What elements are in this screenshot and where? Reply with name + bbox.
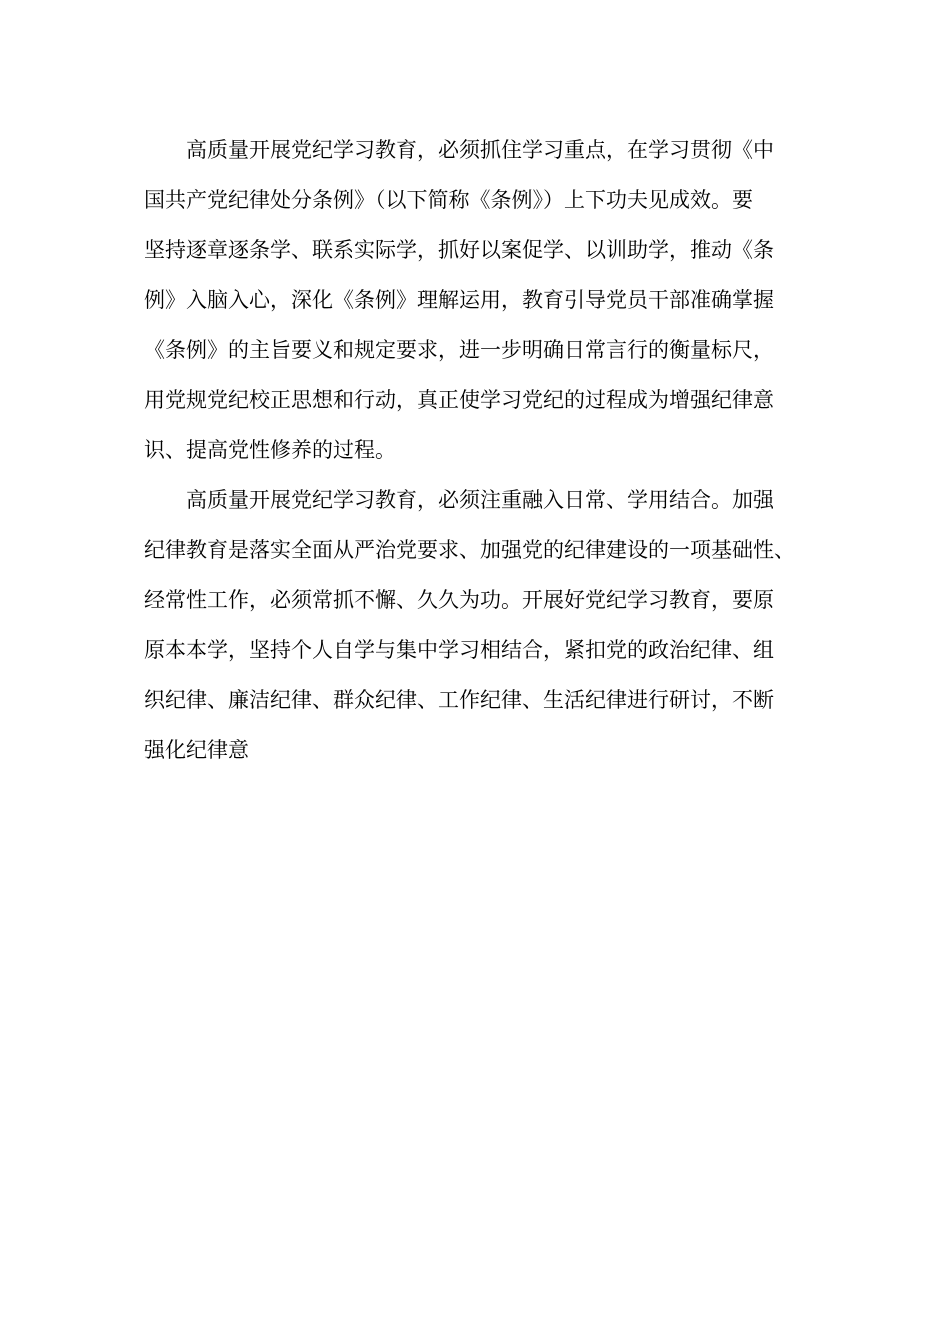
paragraph-line: 高质量开展党纪学习教育，必须注重融入日常、学用结合。加强	[186, 488, 774, 512]
paragraph-line: 织纪律、廉洁纪律、群众纪律、工作纪律、生活纪律进行研讨，不断	[144, 688, 774, 712]
paragraph-line: 例》入脑入心，深化《条例》理解运用，教育引导党员干部准确掌握	[144, 288, 774, 312]
paragraph-line: 坚持逐章逐条学、联系实际学，抓好以案促学、以训助学，推动《条	[144, 238, 774, 262]
paragraph-line: 高质量开展党纪学习教育，必须抓住学习重点，在学习贯彻《中	[186, 138, 774, 162]
paragraph-line: 原本本学，坚持个人自学与集中学习相结合，紧扣党的政治纪律、组	[144, 638, 774, 662]
paragraph-line: 国共产党纪律处分条例》（以下简称《条例》）上下功夫见成效。要	[144, 188, 753, 212]
paragraph-line: 识、提高党性修养的过程。	[144, 438, 396, 462]
paragraph-line: 《条例》的主旨要义和规定要求，进一步明确日常言行的衡量标尺，	[144, 338, 774, 362]
paragraph-line: 经常性工作，必须常抓不懈、久久为功。开展好党纪学习教育，要原	[144, 588, 774, 612]
paragraph-line: 纪律教育是落实全面从严治党要求、加强党的纪律建设的一项基础性、	[144, 538, 795, 562]
paragraph-1	[144, 125, 804, 475]
document-body	[144, 125, 804, 775]
paragraph-line: 强化纪律意	[144, 738, 249, 762]
paragraph-line: 用党规党纪校正思想和行动，真正使学习党纪的过程成为增强纪律意	[144, 388, 774, 412]
paragraph-2	[144, 475, 804, 775]
